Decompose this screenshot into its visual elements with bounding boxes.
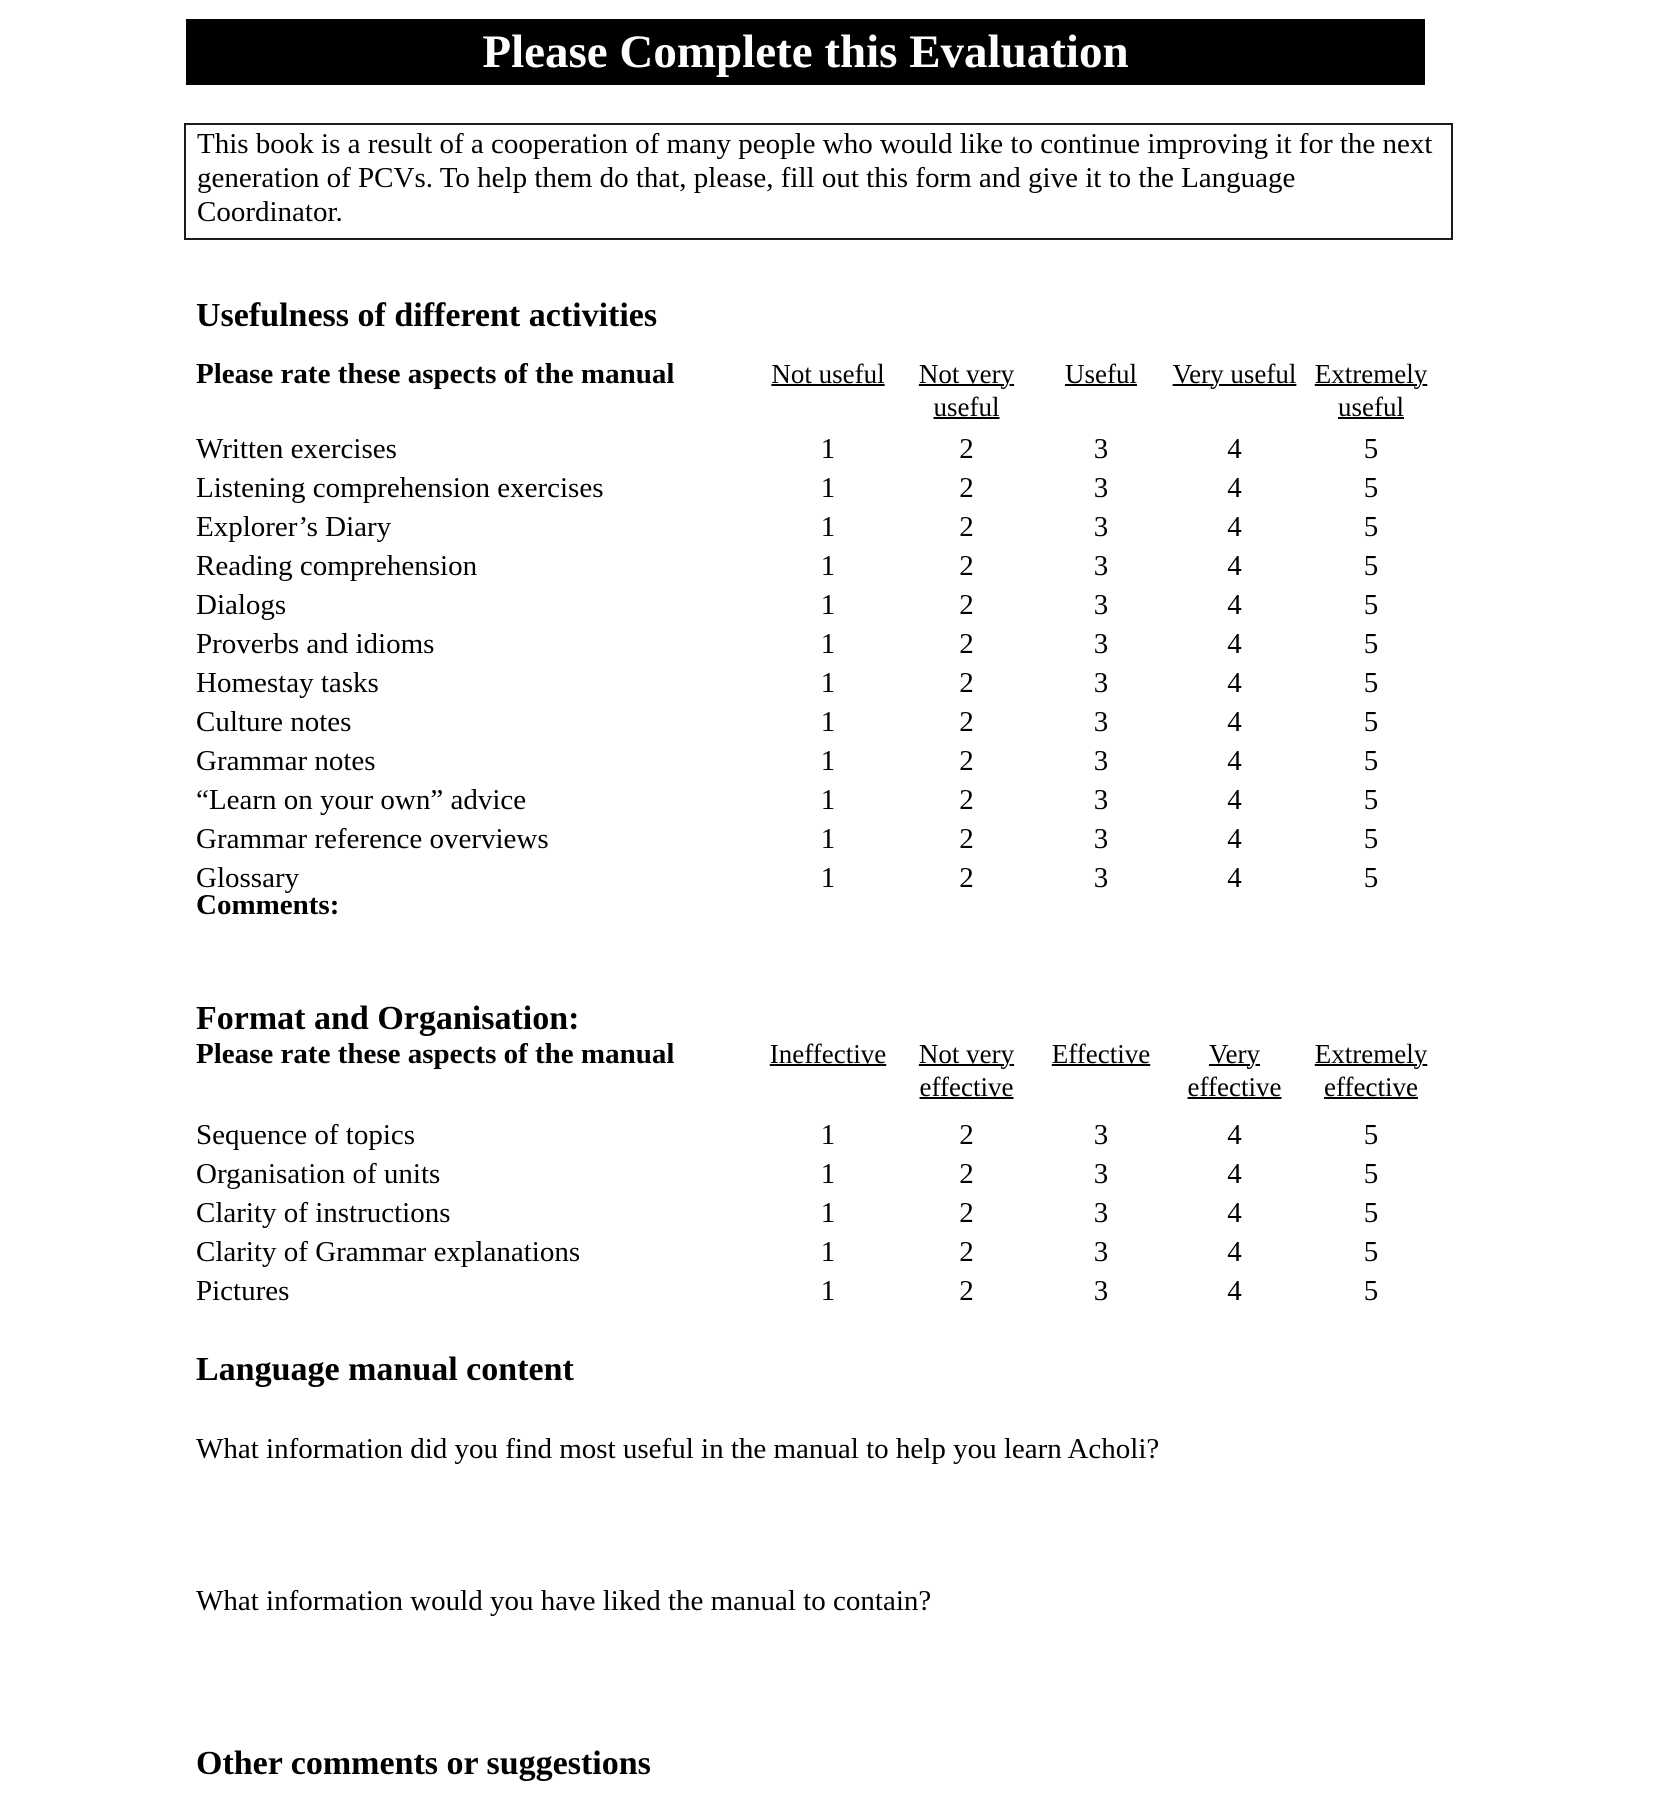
row-label: Clarity of Grammar explanations: [196, 1236, 581, 1268]
rating-cell[interactable]: 4: [1227, 1197, 1242, 1229]
rating-cell[interactable]: 1: [820, 472, 836, 504]
row-label: Sequence of topics: [196, 1119, 416, 1151]
row-label: Dialogs: [196, 589, 287, 621]
rating-cell[interactable]: 1: [820, 1275, 836, 1307]
rating-cell[interactable]: 4: [1227, 706, 1242, 738]
rating-cell[interactable]: 5: [1363, 433, 1379, 465]
rating-cell[interactable]: 4: [1227, 784, 1242, 816]
rating-cell[interactable]: 1: [820, 667, 836, 699]
col-head-ineffective: Ineffective: [769, 1039, 887, 1069]
row-label: Organisation of units: [196, 1158, 441, 1190]
rating-cell[interactable]: 5: [1363, 589, 1379, 621]
rating-cell[interactable]: 3: [1093, 823, 1109, 855]
rating-cell[interactable]: 5: [1363, 862, 1379, 894]
rating-cell[interactable]: 5: [1363, 1275, 1379, 1307]
rating-cell[interactable]: 2: [959, 1275, 974, 1307]
rating-cell[interactable]: 1: [820, 433, 836, 465]
rating-cell[interactable]: 3: [1093, 511, 1109, 543]
rating-cell[interactable]: 5: [1363, 628, 1379, 660]
rating-cell[interactable]: 3: [1093, 745, 1109, 777]
rating-cell[interactable]: 1: [820, 745, 836, 777]
rating-cell[interactable]: 4: [1227, 550, 1242, 582]
rating-cell[interactable]: 5: [1363, 1119, 1379, 1151]
rating-cell[interactable]: 5: [1363, 550, 1379, 582]
row-label: Pictures: [196, 1275, 290, 1307]
rating-cell[interactable]: 4: [1227, 433, 1242, 465]
col-head-very-effective: Very effective: [1187, 1039, 1282, 1102]
rating-cell[interactable]: 1: [820, 706, 836, 738]
rating-cell[interactable]: 2: [959, 862, 974, 894]
content-section-heading: Language manual content: [196, 1351, 574, 1388]
intro-box: [184, 123, 1453, 240]
rating-cell[interactable]: 2: [959, 784, 974, 816]
rating-cell[interactable]: 2: [959, 1158, 974, 1190]
rating-cell[interactable]: 3: [1093, 1197, 1109, 1229]
rating-cell[interactable]: 1: [820, 862, 836, 894]
rating-cell[interactable]: 4: [1227, 589, 1242, 621]
format-section-heading: Format and Organisation:: [196, 1000, 580, 1037]
rating-cell[interactable]: 3: [1093, 1158, 1109, 1190]
rating-cell[interactable]: 5: [1363, 745, 1379, 777]
col-head-extremely-useful: Extremely useful: [1314, 359, 1428, 422]
rating-cell[interactable]: 3: [1093, 433, 1109, 465]
rating-cell[interactable]: 2: [959, 472, 974, 504]
rating-cell[interactable]: 5: [1363, 667, 1379, 699]
question-liked-to-contain: What information would you have liked the manual to contain?: [196, 1585, 932, 1617]
rating-cell[interactable]: 2: [959, 667, 974, 699]
row-label: “Learn on your own” advice: [196, 784, 527, 816]
col-head-not-very-effective: Not very effective: [918, 1039, 1015, 1102]
rating-cell[interactable]: 1: [820, 628, 836, 660]
rating-cell[interactable]: 4: [1227, 472, 1242, 504]
row-label: Reading comprehension: [196, 550, 478, 582]
row-label: Listening comprehension exercises: [196, 472, 604, 504]
col-head-not-useful: Not useful: [771, 359, 885, 389]
rating-cell[interactable]: 3: [1093, 667, 1109, 699]
rating-cell[interactable]: 2: [959, 823, 974, 855]
rating-cell[interactable]: 4: [1227, 628, 1242, 660]
rating-cell[interactable]: 4: [1227, 862, 1242, 894]
rating-cell[interactable]: 2: [959, 1236, 974, 1268]
rating-cell[interactable]: 3: [1093, 589, 1109, 621]
rating-cell[interactable]: 1: [820, 511, 836, 543]
row-label: Homestay tasks: [196, 667, 379, 699]
row-label: Clarity of instructions: [196, 1197, 451, 1229]
col-head-useful: Useful: [1065, 359, 1137, 389]
question-most-useful: What information did you find most useful in the manual to help you learn Acholi?: [196, 1433, 1160, 1465]
rating-cell[interactable]: 2: [959, 1197, 974, 1229]
rating-cell[interactable]: 5: [1363, 823, 1379, 855]
col-head-very-useful: Very useful: [1172, 359, 1297, 389]
rating-cell[interactable]: 3: [1093, 1119, 1109, 1151]
rating-cell[interactable]: 5: [1363, 1197, 1379, 1229]
col-head-effective: Effective: [1051, 1039, 1151, 1069]
rating-cell[interactable]: 3: [1093, 784, 1109, 816]
rating-cell[interactable]: 2: [959, 589, 974, 621]
row-label: Proverbs and idioms: [196, 628, 435, 660]
col-head-not-very-useful: Not very useful: [918, 359, 1015, 422]
other-comments-heading: Other comments or suggestions: [196, 1745, 651, 1782]
rating-cell[interactable]: 5: [1363, 784, 1379, 816]
format-table-row-header: Please rate these aspects of the manual: [196, 1038, 675, 1070]
rating-cell[interactable]: 3: [1093, 1236, 1109, 1268]
row-label: Culture notes: [196, 706, 352, 738]
rating-cell[interactable]: 3: [1093, 1275, 1109, 1307]
page-title: Please Complete this Evaluation: [482, 26, 1129, 78]
usefulness-section-heading: Usefulness of different activities: [196, 297, 658, 334]
rating-cell[interactable]: 2: [959, 550, 974, 582]
rating-cell[interactable]: 1: [820, 1236, 836, 1268]
rating-cell[interactable]: 5: [1363, 1158, 1379, 1190]
rating-cell[interactable]: 1: [820, 1158, 836, 1190]
rating-cell[interactable]: 4: [1227, 823, 1242, 855]
title-bar: [186, 19, 1425, 85]
rating-cell[interactable]: 4: [1227, 667, 1242, 699]
rating-cell[interactable]: 2: [959, 511, 974, 543]
comments-label: Comments:: [196, 889, 340, 921]
rating-cell[interactable]: 5: [1363, 1236, 1379, 1268]
rating-cell[interactable]: 4: [1227, 1158, 1242, 1190]
rating-cell[interactable]: 3: [1093, 706, 1109, 738]
format-rating-table: [196, 1038, 1440, 1311]
rating-cell[interactable]: 4: [1227, 511, 1242, 543]
rating-cell[interactable]: 2: [959, 628, 974, 660]
rating-cell[interactable]: 3: [1093, 862, 1109, 894]
rating-cell[interactable]: 1: [820, 589, 836, 621]
rating-cell[interactable]: 1: [820, 823, 836, 855]
rating-cell[interactable]: 3: [1093, 472, 1109, 504]
rating-cell[interactable]: 4: [1227, 1236, 1242, 1268]
usefulness-table-row-header: Please rate these aspects of the manual: [196, 358, 675, 390]
rating-cell[interactable]: 4: [1227, 1275, 1242, 1307]
rating-cell[interactable]: 4: [1227, 745, 1242, 777]
row-label: Grammar notes: [196, 745, 376, 777]
rating-cell[interactable]: 2: [959, 433, 974, 465]
rating-cell[interactable]: 1: [820, 1119, 836, 1151]
usefulness-rating-table: [196, 358, 1440, 898]
row-label: Explorer’s Diary: [196, 511, 392, 543]
rating-cell[interactable]: 5: [1363, 706, 1379, 738]
rating-cell[interactable]: 2: [959, 1119, 974, 1151]
rating-cell[interactable]: 1: [820, 550, 836, 582]
rating-cell[interactable]: 1: [820, 784, 836, 816]
rating-cell[interactable]: 5: [1363, 511, 1379, 543]
intro-text: This book is a result of a cooperation of many people who would like to continue improving it for the next generation of PCVs. To help them do that, please, fill out this form and give it to the Language Coordinator.: [197, 128, 1433, 228]
rating-cell[interactable]: 3: [1093, 628, 1109, 660]
row-label: Grammar reference overviews: [196, 823, 549, 855]
rating-cell[interactable]: 2: [959, 706, 974, 738]
row-label: Written exercises: [196, 433, 397, 465]
rating-cell[interactable]: 1: [820, 1197, 836, 1229]
rating-cell[interactable]: 4: [1227, 1119, 1242, 1151]
rating-cell[interactable]: 5: [1363, 472, 1379, 504]
col-head-extremely-effective: Extremely effective: [1314, 1039, 1428, 1102]
rating-cell[interactable]: 2: [959, 745, 974, 777]
rating-cell[interactable]: 3: [1093, 550, 1109, 582]
row-label: Glossary: [196, 862, 300, 894]
